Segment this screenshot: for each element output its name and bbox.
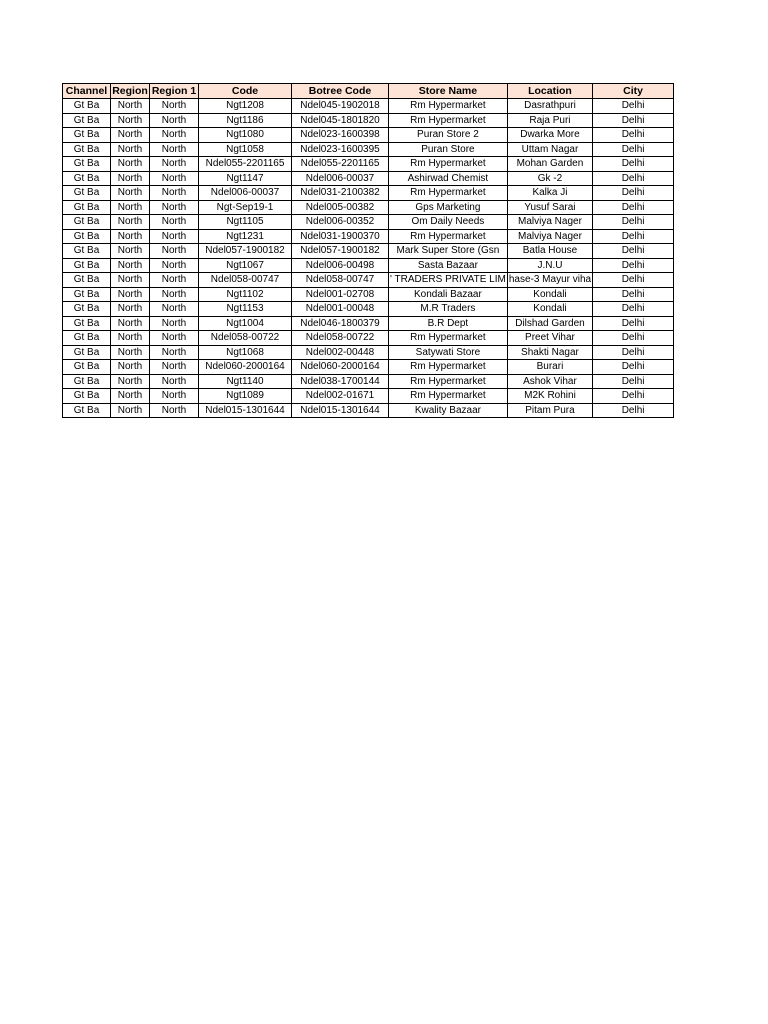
cell-store-name: Satywati Store	[389, 345, 508, 360]
cell-region: North	[111, 287, 150, 302]
cell-botree-code: Ndel023-1600395	[292, 142, 389, 157]
table-row	[63, 258, 674, 273]
cell-botree-code: Ndel006-00037	[292, 171, 389, 186]
cell-location: Burari	[507, 360, 592, 375]
cell-region: North	[111, 215, 150, 230]
cell-region-1: North	[150, 287, 199, 302]
cell-store-name: Rm Hypermarket	[389, 360, 508, 375]
header-region-1: Region 1	[150, 84, 199, 99]
cell-channel: Gt Ba	[63, 171, 111, 186]
cell-channel: Gt Ba	[63, 345, 111, 360]
cell-location: Ashok Vihar	[507, 374, 592, 389]
cell-region-1: North	[150, 99, 199, 114]
cell-region-1: North	[150, 186, 199, 201]
cell-location: Mohan Garden	[507, 157, 592, 172]
cell-store-name: ' TRADERS PRIVATE LIM	[390, 274, 506, 286]
cell-city: Delhi	[593, 200, 674, 215]
table-row	[63, 374, 674, 389]
cell-code: Ngt1105	[199, 215, 292, 230]
header-store-name: Store Name	[389, 84, 508, 99]
cell-channel: Gt Ba	[63, 403, 111, 418]
header-location: Location	[507, 84, 592, 99]
cell-channel: Gt Ba	[63, 99, 111, 114]
cell-botree-code: Ndel006-00352	[292, 215, 389, 230]
cell-store-name: Rm Hypermarket	[389, 229, 508, 244]
table-row	[63, 273, 674, 288]
cell-region-1: North	[150, 302, 199, 317]
cell-location: Gk -2	[507, 171, 592, 186]
cell-location: Dwarka More	[507, 128, 592, 143]
cell-region-1: North	[150, 215, 199, 230]
cell-botree-code: Ndel046-1800379	[292, 316, 389, 331]
cell-botree-code: Ndel060-2000164	[292, 360, 389, 375]
cell-store-name: Puran Store	[389, 142, 508, 157]
cell-botree-code: Ndel058-00747	[292, 273, 389, 288]
cell-channel: Gt Ba	[63, 258, 111, 273]
cell-region: North	[111, 316, 150, 331]
cell-channel: Gt Ba	[63, 128, 111, 143]
cell-code: Ndel055-2201165	[199, 157, 292, 172]
cell-channel: Gt Ba	[63, 229, 111, 244]
cell-location: hase-3 Mayur viha	[508, 274, 592, 286]
cell-region: North	[111, 374, 150, 389]
cell-location: Malviya Nager	[507, 229, 592, 244]
cell-region-1: North	[150, 258, 199, 273]
cell-city: Delhi	[593, 316, 674, 331]
table-row	[63, 113, 674, 128]
cell-city: Delhi	[593, 403, 674, 418]
cell-store-name: Rm Hypermarket	[389, 186, 508, 201]
cell-channel: Gt Ba	[63, 389, 111, 404]
cell-region: North	[111, 171, 150, 186]
cell-region: North	[111, 273, 150, 288]
cell-code: Ngt1231	[199, 229, 292, 244]
cell-region: North	[111, 113, 150, 128]
cell-city: Delhi	[593, 345, 674, 360]
table-row	[63, 142, 674, 157]
cell-botree-code: Ndel002-00448	[292, 345, 389, 360]
cell-code: Ngt1067	[199, 258, 292, 273]
cell-channel: Gt Ba	[63, 142, 111, 157]
cell-city: Delhi	[593, 244, 674, 259]
cell-location: Pitam Pura	[507, 403, 592, 418]
cell-location: J.N.U	[507, 258, 592, 273]
cell-code: Ndel060-2000164	[199, 360, 292, 375]
cell-botree-code: Ndel005-00382	[292, 200, 389, 215]
cell-channel: Gt Ba	[63, 244, 111, 259]
cell-botree-code: Ndel031-1900370	[292, 229, 389, 244]
header-botree-code: Botree Code	[292, 84, 389, 99]
table-row	[63, 389, 674, 404]
cell-region-1: North	[150, 360, 199, 375]
cell-channel: Gt Ba	[63, 186, 111, 201]
cell-store-name: Ashirwad Chemist	[389, 171, 508, 186]
cell-region: North	[111, 186, 150, 201]
cell-location: Yusuf Sarai	[507, 200, 592, 215]
cell-channel: Gt Ba	[63, 331, 111, 346]
cell-code: Ngt1058	[199, 142, 292, 157]
cell-store-name: Rm Hypermarket	[389, 157, 508, 172]
cell-region-1: North	[150, 113, 199, 128]
cell-botree-code: Ndel058-00722	[292, 331, 389, 346]
cell-location: Kalka Ji	[507, 186, 592, 201]
cell-city: Delhi	[593, 273, 674, 288]
cell-botree-code: Ndel015-1301644	[292, 403, 389, 418]
cell-botree-code: Ndel006-00498	[292, 258, 389, 273]
cell-botree-code: Ndel045-1902018	[292, 99, 389, 114]
cell-region: North	[111, 331, 150, 346]
cell-code: Ngt1147	[199, 171, 292, 186]
cell-city: Delhi	[593, 186, 674, 201]
cell-code: Ngt1080	[199, 128, 292, 143]
cell-location: Raja Puri	[507, 113, 592, 128]
header-channel: Channel	[63, 84, 111, 99]
cell-city: Delhi	[593, 157, 674, 172]
store-list-table	[62, 83, 674, 418]
cell-channel: Gt Ba	[63, 287, 111, 302]
table-row	[63, 171, 674, 186]
cell-location: Preet Vihar	[507, 331, 592, 346]
cell-botree-code: Ndel038-1700144	[292, 374, 389, 389]
cell-location: Batla House	[507, 244, 592, 259]
cell-botree-code: Ndel031-2100382	[292, 186, 389, 201]
cell-code: Ndel006-00037	[199, 186, 292, 201]
cell-region-1: North	[150, 374, 199, 389]
cell-store-name: Mark Super Store (Gsn	[389, 244, 508, 259]
cell-channel: Gt Ba	[63, 157, 111, 172]
cell-city: Delhi	[593, 229, 674, 244]
cell-code: Ndel015-1301644	[199, 403, 292, 418]
cell-location: Malviya Nager	[507, 215, 592, 230]
cell-store-name: Kondali Bazaar	[389, 287, 508, 302]
cell-city: Delhi	[593, 331, 674, 346]
cell-region: North	[111, 345, 150, 360]
cell-city: Delhi	[593, 302, 674, 317]
table-row	[63, 99, 674, 114]
cell-city: Delhi	[593, 258, 674, 273]
cell-city: Delhi	[593, 113, 674, 128]
cell-region: North	[111, 403, 150, 418]
cell-location: M2K Rohini	[507, 389, 592, 404]
table-row	[63, 287, 674, 302]
cell-region-1: North	[150, 331, 199, 346]
cell-code: Ndel058-00747	[199, 273, 292, 288]
cell-code: Ngt1089	[199, 389, 292, 404]
cell-code: Ngt1068	[199, 345, 292, 360]
cell-botree-code: Ndel045-1801820	[292, 113, 389, 128]
cell-store-name: Gps Marketing	[389, 200, 508, 215]
cell-region: North	[111, 229, 150, 244]
table-row	[63, 157, 674, 172]
cell-city: Delhi	[593, 360, 674, 375]
cell-region: North	[111, 99, 150, 114]
table-row	[63, 360, 674, 375]
cell-city: Delhi	[593, 171, 674, 186]
cell-region-1: North	[150, 403, 199, 418]
cell-code: Ngt1140	[199, 374, 292, 389]
cell-store-name: B.R Dept	[389, 316, 508, 331]
cell-location: Dasrathpuri	[507, 99, 592, 114]
cell-region: North	[111, 244, 150, 259]
cell-region: North	[111, 142, 150, 157]
cell-store-name: Om Daily Needs	[389, 215, 508, 230]
cell-store-name: Sasta Bazaar	[389, 258, 508, 273]
cell-channel: Gt Ba	[63, 273, 111, 288]
cell-store-name: Rm Hypermarket	[389, 389, 508, 404]
cell-region-1: North	[150, 200, 199, 215]
cell-region: North	[111, 302, 150, 317]
cell-store-name: M.R Traders	[389, 302, 508, 317]
cell-region: North	[111, 258, 150, 273]
table-row	[63, 345, 674, 360]
cell-city: Delhi	[593, 142, 674, 157]
cell-code: Ngt1004	[199, 316, 292, 331]
cell-store-name: Rm Hypermarket	[389, 374, 508, 389]
cell-region-1: North	[150, 345, 199, 360]
cell-botree-code: Ndel001-00048	[292, 302, 389, 317]
table-row	[63, 403, 674, 418]
table-row	[63, 229, 674, 244]
cell-city: Delhi	[593, 287, 674, 302]
table-row	[63, 186, 674, 201]
cell-city: Delhi	[593, 128, 674, 143]
cell-region-1: North	[150, 142, 199, 157]
cell-channel: Gt Ba	[63, 374, 111, 389]
cell-botree-code: Ndel023-1600398	[292, 128, 389, 143]
cell-channel: Gt Ba	[63, 302, 111, 317]
cell-region: North	[111, 128, 150, 143]
cell-code: Ngt1208	[199, 99, 292, 114]
header-region: Region	[112, 84, 148, 97]
cell-botree-code: Ndel001-02708	[292, 287, 389, 302]
cell-location: Uttam Nagar	[507, 142, 592, 157]
cell-code: Ngt1186	[199, 113, 292, 128]
cell-code: Ngt1153	[199, 302, 292, 317]
cell-channel: Gt Ba	[63, 215, 111, 230]
table-row	[63, 215, 674, 230]
cell-city: Delhi	[593, 389, 674, 404]
cell-region: North	[111, 360, 150, 375]
cell-store-name: Kwality Bazaar	[389, 403, 508, 418]
cell-region-1: North	[150, 157, 199, 172]
header-city: City	[593, 84, 674, 99]
cell-region: North	[111, 157, 150, 172]
table-row	[63, 302, 674, 317]
cell-location: Kondali	[507, 302, 592, 317]
cell-region: North	[111, 200, 150, 215]
cell-store-name: Puran Store 2	[389, 128, 508, 143]
cell-code: Ndel057-1900182	[199, 244, 292, 259]
cell-location: Kondali	[507, 287, 592, 302]
cell-city: Delhi	[593, 215, 674, 230]
cell-region-1: North	[150, 229, 199, 244]
cell-region-1: North	[150, 244, 199, 259]
cell-region-1: North	[150, 273, 199, 288]
cell-botree-code: Ndel002-01671	[292, 389, 389, 404]
table-row	[63, 316, 674, 331]
cell-region-1: North	[150, 128, 199, 143]
cell-botree-code: Ndel057-1900182	[292, 244, 389, 259]
table-row	[63, 200, 674, 215]
cell-city: Delhi	[593, 374, 674, 389]
table-body	[63, 99, 674, 418]
cell-code: Ngt1102	[199, 287, 292, 302]
cell-location: Shakti Nagar	[507, 345, 592, 360]
cell-channel: Gt Ba	[63, 113, 111, 128]
table-row	[63, 128, 674, 143]
header-row	[63, 84, 674, 99]
cell-code: Ngt-Sep19-1	[199, 200, 292, 215]
cell-region-1: North	[150, 316, 199, 331]
header-code: Code	[199, 84, 292, 99]
table-row	[63, 244, 674, 259]
cell-region-1: North	[150, 389, 199, 404]
cell-region-1: North	[150, 171, 199, 186]
cell-channel: Gt Ba	[63, 200, 111, 215]
cell-store-name: Rm Hypermarket	[389, 113, 508, 128]
cell-botree-code: Ndel055-2201165	[292, 157, 389, 172]
cell-channel: Gt Ba	[63, 360, 111, 375]
cell-store-name: Rm Hypermarket	[389, 99, 508, 114]
cell-channel: Gt Ba	[63, 316, 111, 331]
cell-store-name: Rm Hypermarket	[389, 331, 508, 346]
cell-code: Ndel058-00722	[199, 331, 292, 346]
cell-city: Delhi	[593, 99, 674, 114]
table-row	[63, 331, 674, 346]
cell-region: North	[111, 389, 150, 404]
cell-location: Dilshad Garden	[507, 316, 592, 331]
